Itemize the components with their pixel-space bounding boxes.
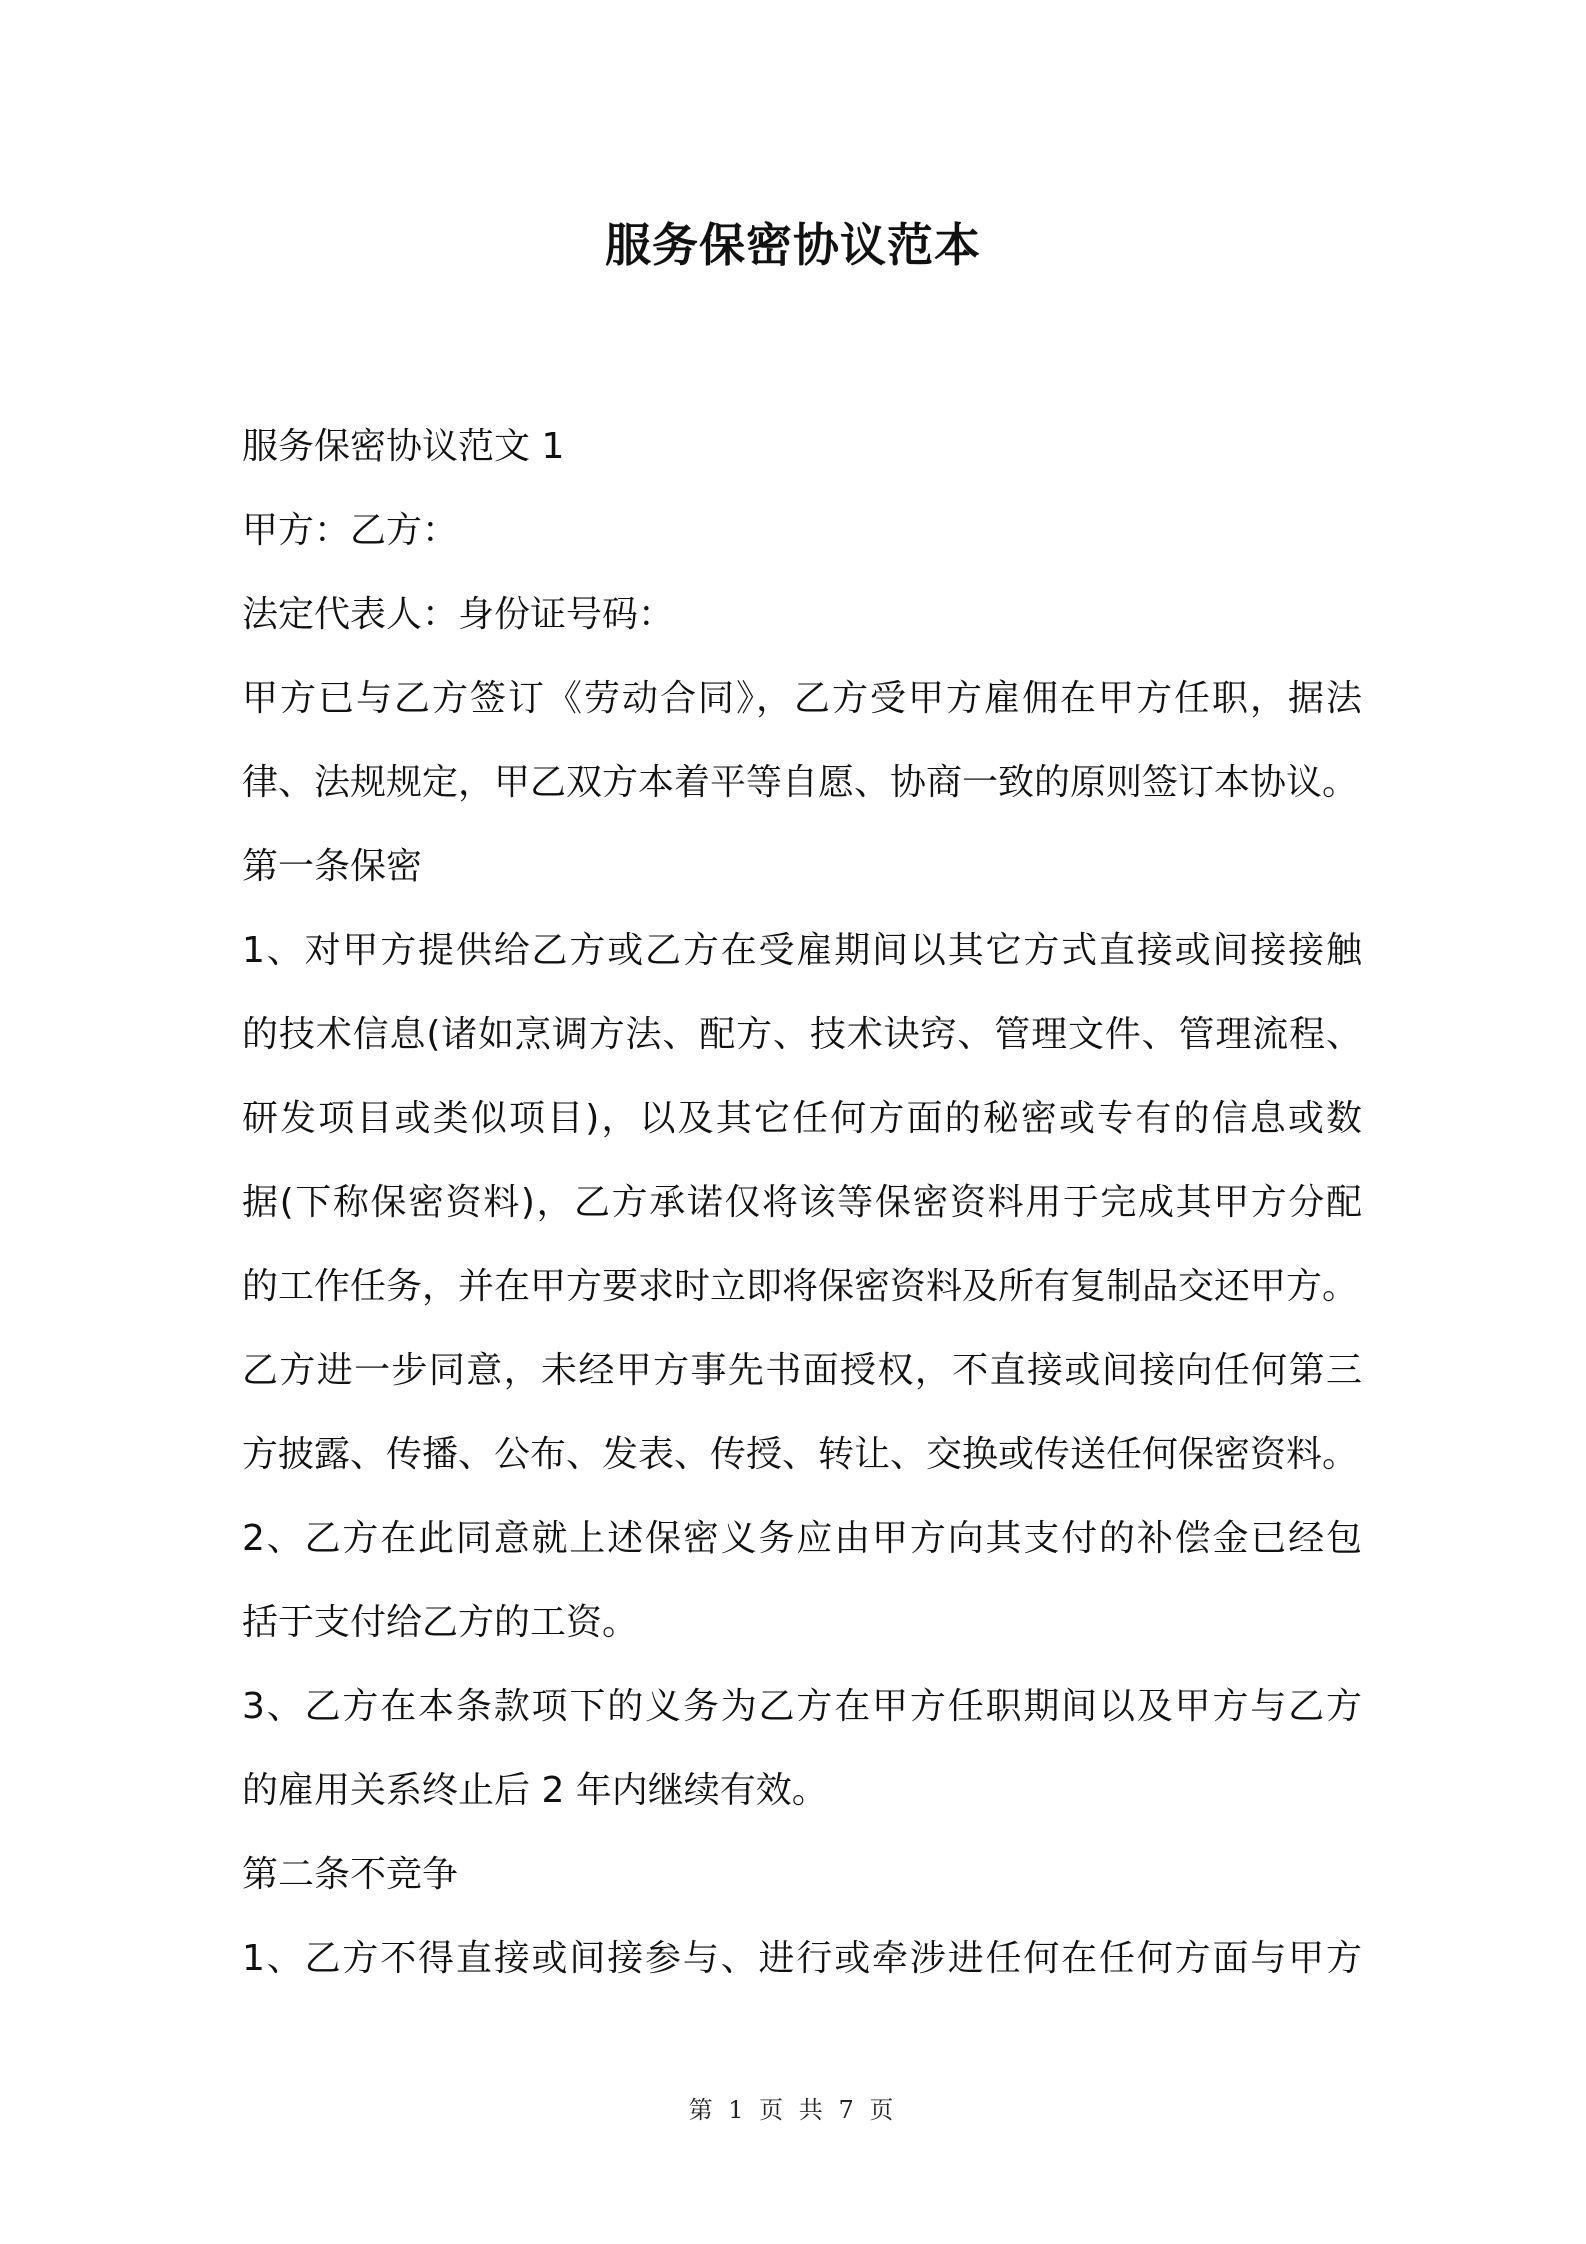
- paragraph-line: 的工作任务，并在甲方要求时立即将保密资料及所有复制品交还甲方。: [242, 1266, 1359, 1307]
- paragraph-line: 的技术信息(诸如烹调方法、配方、技术诀窍、管理文件、管理流程、: [242, 1014, 1362, 1055]
- page-number-footer: 第 1 页 共 7 页: [688, 2096, 898, 2124]
- paragraph-line: 方披露、传播、公布、发表、传授、转让、交换或传送任何保密资料。: [242, 1434, 1359, 1475]
- representative-line: 法定代表人：身份证号码：: [242, 594, 675, 635]
- paragraph-line: 1、乙方不得直接或间接参与、进行或牵涉进任何在任何方面与甲方: [242, 1938, 1362, 1979]
- paragraph-line: 甲方已与乙方签订《劳动合同》，乙方受甲方雇佣在甲方任职，据法: [242, 678, 1362, 719]
- paragraph-line: 的雇用关系终止后 2 年内继续有效。: [242, 1770, 828, 1811]
- section-heading: 服务保密协议范文 1: [242, 426, 565, 467]
- paragraph-line: 据(下称保密资料)，乙方承诺仅将该等保密资料用于完成其甲方分配: [242, 1182, 1362, 1223]
- document-title: 服务保密协议范本: [605, 218, 981, 272]
- paragraph-line: 律、法规规定，甲乙双方本着平等自愿、协商一致的原则签订本协议。: [242, 762, 1359, 803]
- party-line: 甲方：乙方：: [242, 510, 459, 551]
- paragraph-line: 乙方进一步同意，未经甲方事先书面授权，不直接或间接向任何第三: [242, 1350, 1362, 1391]
- paragraph-line: 3、乙方在本条款项下的义务为乙方在甲方任职期间以及甲方与乙方: [242, 1686, 1362, 1727]
- paragraph-line: 研发项目或类似项目)，以及其它任何方面的秘密或专有的信息或数: [242, 1098, 1362, 1139]
- article-heading: 第一条保密: [242, 846, 423, 887]
- paragraph-line: 括于支付给乙方的工资。: [242, 1602, 639, 1643]
- document-body: [242, 405, 1362, 2001]
- paragraph-line: 2、乙方在此同意就上述保密义务应由甲方向其支付的补偿金已经包: [242, 1518, 1362, 1559]
- article-heading: 第二条不竞争: [242, 1854, 459, 1895]
- paragraph-line: 1、对甲方提供给乙方或乙方在受雇期间以其它方式直接或间接接触: [242, 930, 1362, 971]
